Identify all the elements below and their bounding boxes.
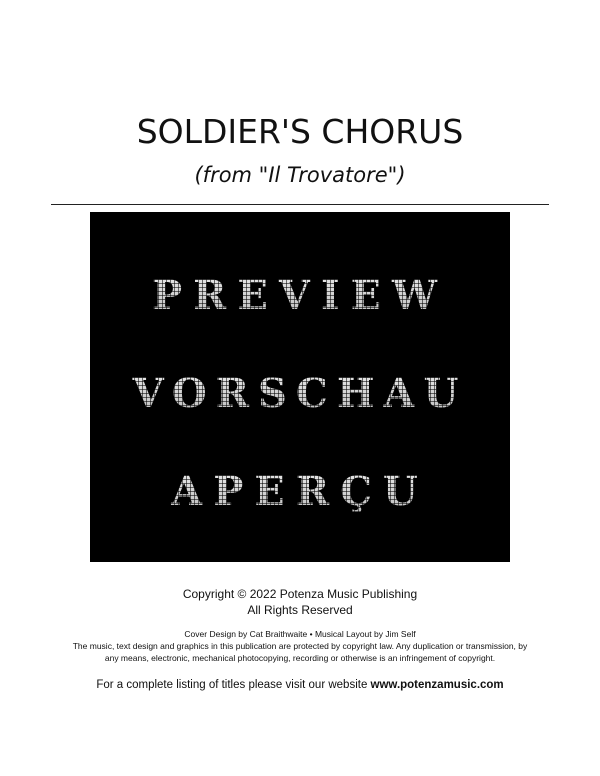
page-subtitle: (from "Il Trovatore") xyxy=(194,163,406,187)
page-title: SOLDIER'S CHORUS xyxy=(136,112,464,151)
credits-block xyxy=(0,628,600,664)
website-line xyxy=(0,679,600,691)
website-url: www.potenzamusic.com xyxy=(370,679,504,691)
legal-notice-line-1: The music, text design and graphics in this publication are protected by copyright law. Any duplication or transmission, by xyxy=(72,641,528,651)
watermark-apercu-text: APERÇU xyxy=(90,472,510,512)
legal-notice-line-2: any means, electronic, mechanical photocopying, recording or otherwise is an infringement of copyright. xyxy=(104,653,496,663)
title-divider xyxy=(51,204,549,205)
watermark-preview-text: PREVIEW xyxy=(90,276,510,316)
watermark-vorschau-text: VORSCHAU xyxy=(90,374,510,414)
copyright-line: Copyright © 2022 Potenza Music Publishing xyxy=(182,587,418,601)
design-credits-line: Cover Design by Cat Braithwaite • Musical Layout by Jim Self xyxy=(184,629,416,639)
preview-watermark-panel xyxy=(90,212,510,562)
website-prefix-text: For a complete listing of titles please visit our website xyxy=(96,679,371,691)
rights-line: All Rights Reserved xyxy=(247,603,353,617)
copyright-block xyxy=(0,586,600,618)
